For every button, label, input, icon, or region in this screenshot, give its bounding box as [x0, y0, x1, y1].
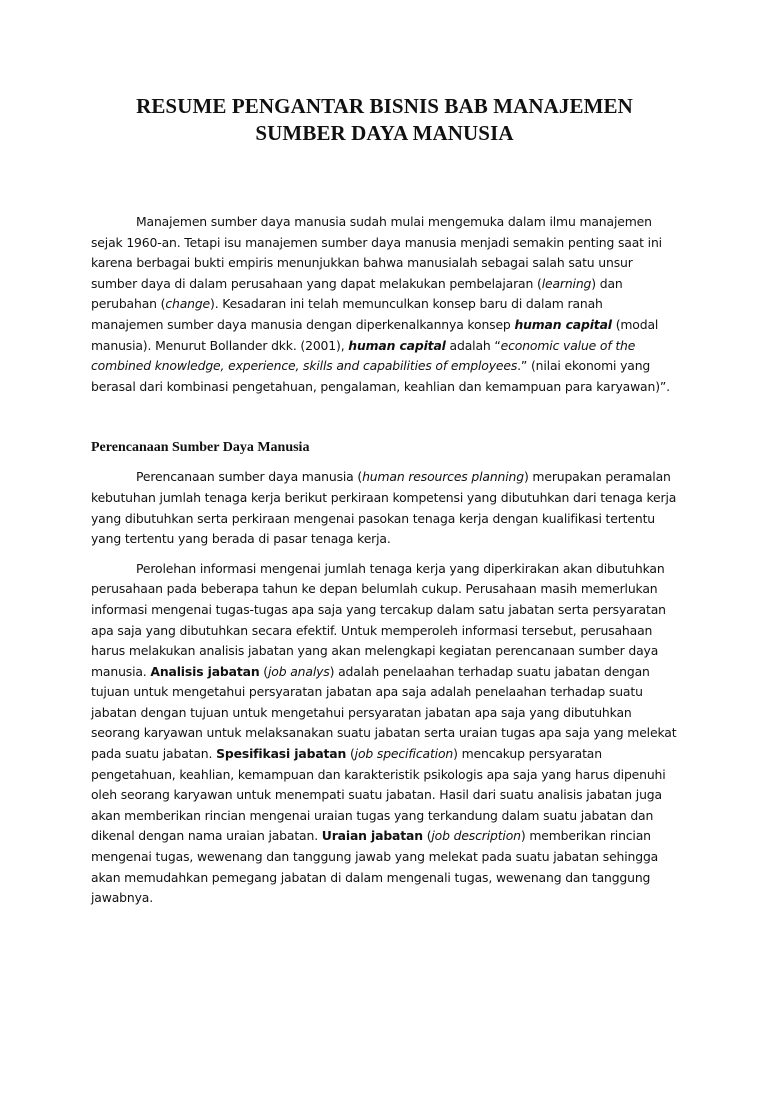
intro-text-3: ). Kesadaran ini telah memunculkan konsep baru di dalam ranah manajemen sumber daya manusia dengan diperkenalkannya konsep: [91, 296, 603, 332]
term-hr-planning: human resources planning: [362, 469, 524, 485]
analysis-text-3: ) adalah penelaahan terhadap suatu jabatan dengan tujuan untuk mengetahui persyaratan jabatan apa saja adalah penelaahan terhadap suatu jabatan dengan tujuan untuk mengetahui persyaratan jabatan apa saja yang dibutuhkan seorang karyawan untuk melaksanakan suatu jabatan serta uraian tugas apa saja yang melekat pada suatu jabatan.: [91, 663, 677, 762]
term-job-analys: job analys: [268, 663, 330, 679]
human-capital-definition: economic value of the combined knowledge, experience, skills and capabilities of employees: [91, 337, 636, 374]
planning-text-2: ) merupakan peramalan kebutuhan jumlah tenaga kerja berikut perkiraan kompetensi yang dibutuhkan dari tenaga kerja yang dibutuhkan serta perkiraan mengenai pasokan tenaga kerja dengan kualifikasi tertentu yang tertentu yang berada di pasar tenaga kerja.: [91, 469, 677, 547]
term-analisis-jabatan: Analisis jabatan: [150, 663, 260, 679]
intro-text-4: (modal manusia). Menurut Bollander dkk. (2001),: [91, 316, 659, 353]
analysis-text-5: ) mencakup persyaratan pengetahuan, keahlian, kemampuan dan karakteristik psikologis apa saja yang harus dipenuhi oleh seorang karyawan untuk menempati suatu jabatan. Hasil dari suatu analisis jabatan juga akan memberikan rincian mengenai uraian tugas yang terkandung dalam suatu jabatan dan dikenal dengan nama uraian jabatan.: [91, 746, 666, 844]
job-analysis-paragraph: [91, 559, 678, 909]
intro-paragraph: [91, 212, 678, 397]
analysis-text-1: Perolehan informasi mengenai jumlah tenaga kerja yang diperkirakan akan dibutuhkan perusahaan pada beberapa tahun ke depan belumlah cukup. Perusahaan masih memerlukan informasi mengenai tugas-tugas apa saja yang tercakup dalam satu jabatan serta persyaratan apa saja yang dibutuhkan secara efektif. Untuk memperoleh informasi tersebut, perusahaan harus melakukan analisis jabatan yang akan melengkapi kegiatan perencanaan sumber daya manusia.: [91, 560, 666, 679]
planning-text-1: Perencanaan sumber daya manusia (: [136, 469, 363, 485]
term-human-capital: human capital: [514, 316, 612, 332]
document-title: RESUME PENGANTAR BISNIS BAB MANAJEMEN SUMBER DAYA MANUSIA: [136, 94, 633, 145]
intro-text-5: adalah “: [445, 337, 501, 353]
intro-text-1: Manajemen sumber daya manusia sudah mulai mengemuka dalam ilmu manajemen sejak 1960-an. Tetapi isu manajemen sumber daya manusia menjadi semakin penting saat ini karena berbagai bukti empiris menunjukkan bahwa manusialah sebagai salah satu unsur sumber daya di dalam perusahaan yang dapat melakukan pembelajaran (: [91, 214, 662, 291]
term-change: change: [165, 296, 211, 312]
analysis-text-4: (: [346, 746, 355, 762]
term-uraian-jabatan: Uraian jabatan: [321, 828, 423, 844]
term-job-specification: job specification: [354, 746, 454, 762]
analysis-text-7: ) memberikan rincian mengenai tugas, wewenang dan tanggung jawab yang melekat pada suatu jabatan sehingga akan memudahkan pemegang jabatan di dalam mengenali tugas, wewenang dan tanggung jawabnya.: [91, 828, 659, 906]
term-learning: learning: [541, 275, 592, 291]
term-job-description: job description: [431, 828, 521, 844]
section-heading: Perencanaan Sumber Daya Manusia: [91, 440, 310, 456]
document-page: [0, 93, 768, 1117]
intro-text-2: ) dan perubahan (: [91, 275, 623, 312]
analysis-text-2: (: [259, 663, 268, 679]
intro-text-6: .” (nilai ekonomi yang berasal dari kombinasi pengetahuan, pengalaman, keahlian dan kemampuan para karyawan)”.: [91, 358, 670, 394]
term-human-capital-2: human capital: [348, 337, 446, 353]
term-spesifikasi-jabatan: Spesifikasi jabatan: [216, 746, 347, 762]
planning-paragraph: [91, 467, 678, 549]
analysis-text-6: (: [422, 828, 432, 844]
